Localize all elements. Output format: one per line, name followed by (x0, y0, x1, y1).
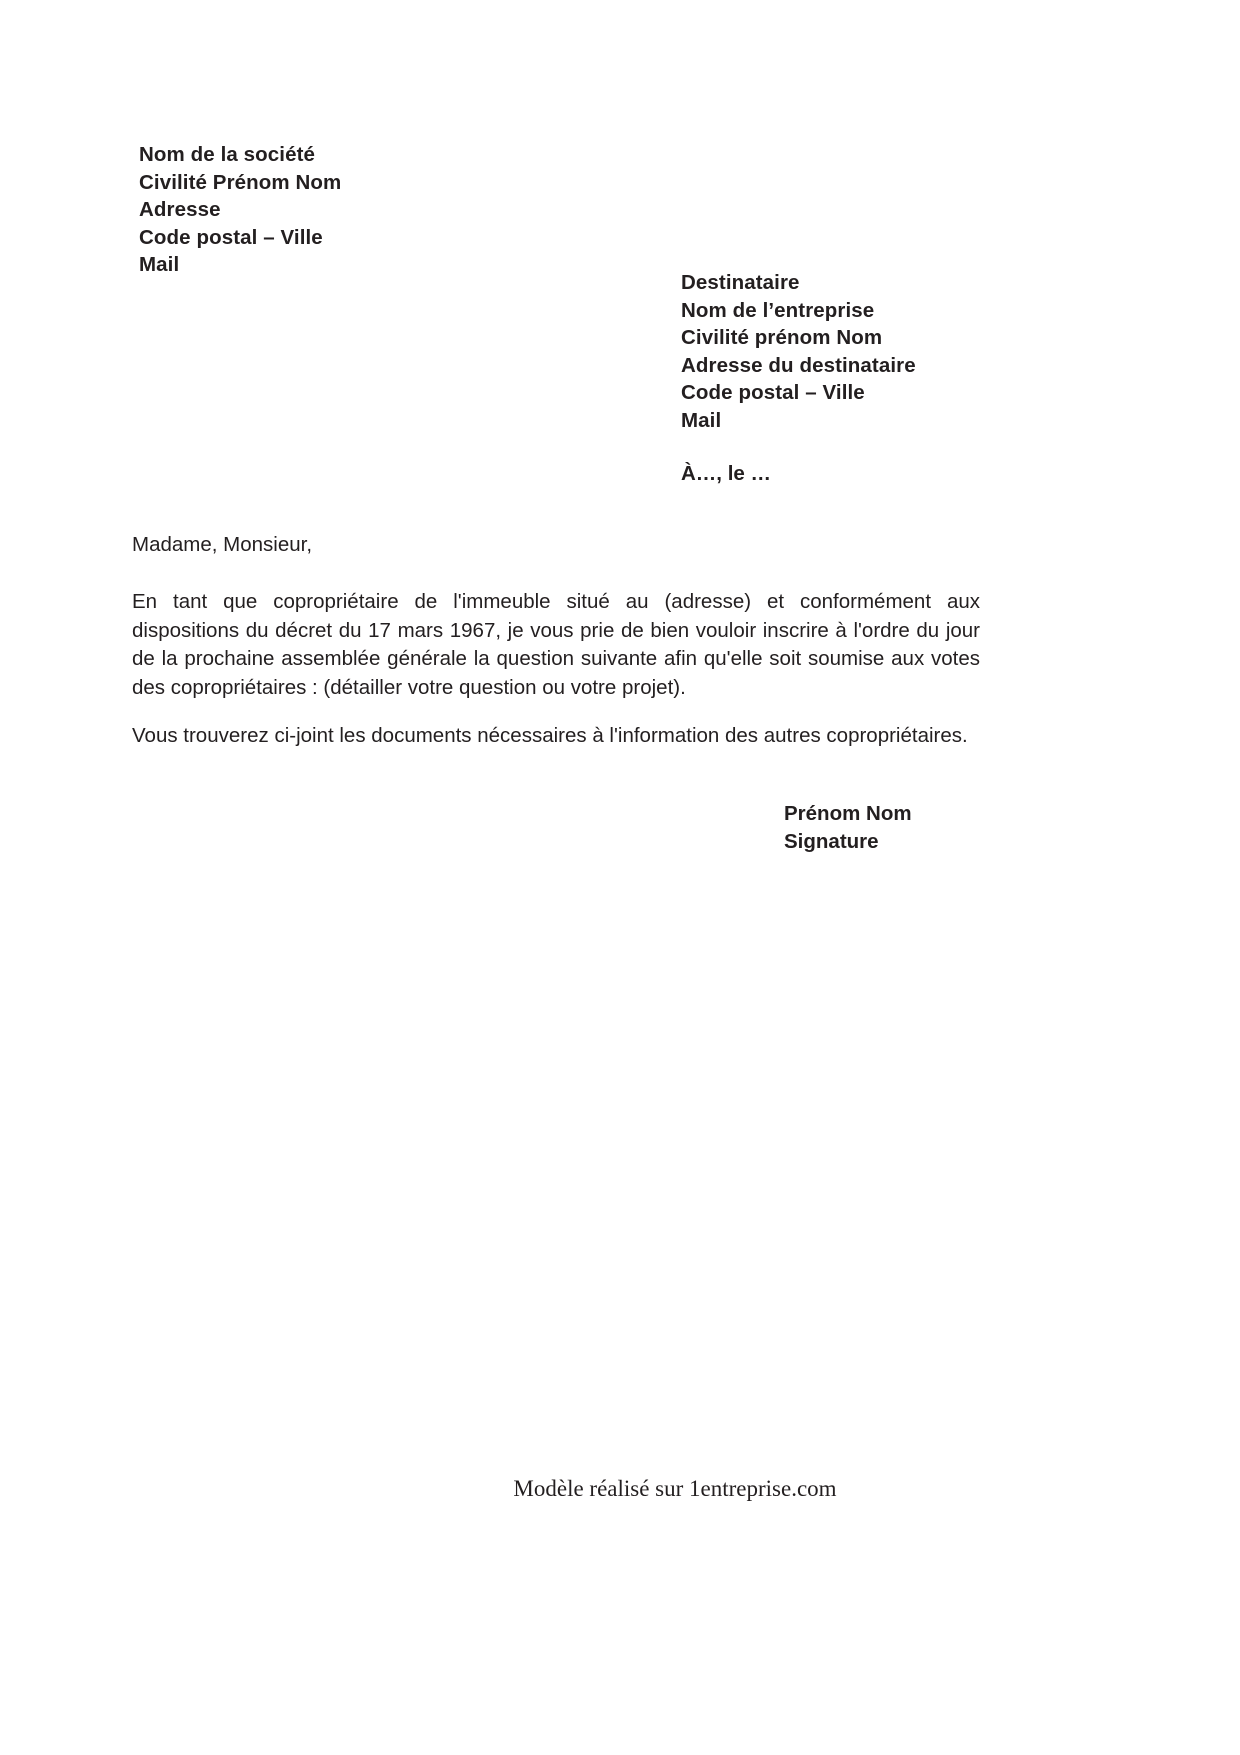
signature-block (784, 800, 912, 856)
body-paragraph-1: En tant que copropriétaire de l'immeuble situé au (adresse) et conformément aux dispositions du décret du 17 mars 1967, je vous prie de bien vouloir inscrire à l'ordre du jour de la prochaine assemblée générale la question suivante afin qu'elle soit soumise aux votes des copropriétaires : (détailler votre question ou votre projet). (132, 590, 980, 699)
sender-company-name: Nom de la société (139, 143, 316, 166)
recipient-label: Destinataire (681, 271, 800, 294)
page-footer-credit: Modèle réalisé sur 1entreprise.com (513, 1476, 837, 1501)
sender-address-block (139, 141, 659, 279)
place-and-date-line: À…, le … (681, 462, 771, 485)
recipient-postal-city: Code postal – Ville (681, 381, 865, 404)
recipient-address-block (681, 269, 1161, 434)
recipient-street-address: Adresse du destinataire (681, 353, 916, 377)
signature-name: Prénom Nom (784, 802, 912, 825)
recipient-mail: Mail (681, 408, 722, 432)
sender-street-address: Adresse (139, 198, 221, 221)
sender-person-name: Civilité Prénom Nom (139, 170, 342, 194)
salutation-line: Madame, Monsieur, (132, 533, 313, 556)
sender-postal-city: Code postal – Ville (139, 225, 323, 249)
recipient-company-name: Nom de l’entreprise (681, 298, 875, 322)
body-paragraph-2: Vous trouverez ci-joint les documents nécessaires à l'information des autres copropriétaires. (132, 724, 968, 747)
signature-label: Signature (784, 830, 879, 853)
recipient-person-name: Civilité prénom Nom (681, 326, 883, 349)
sender-mail: Mail (139, 253, 180, 276)
